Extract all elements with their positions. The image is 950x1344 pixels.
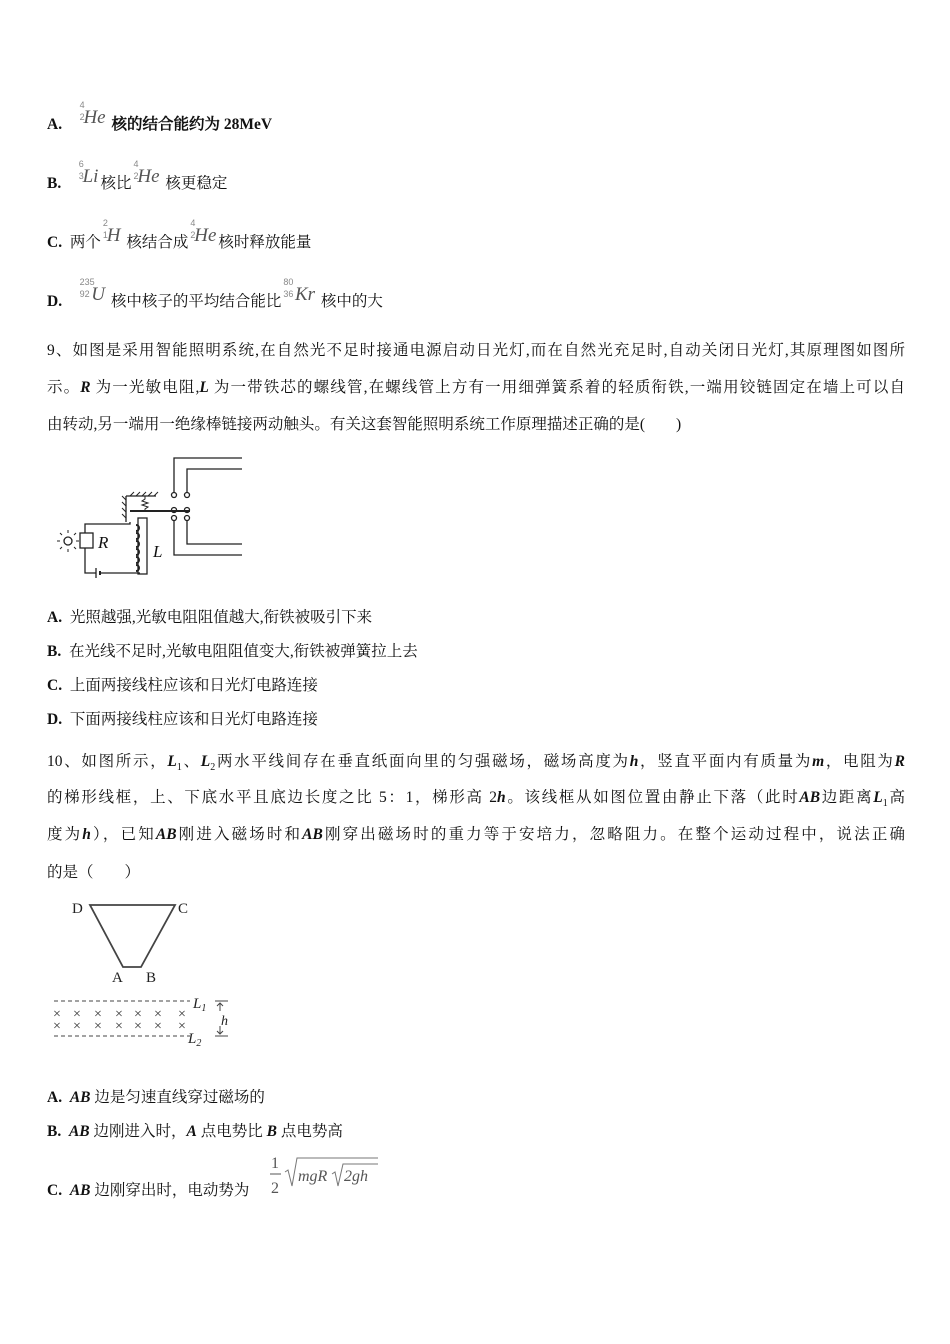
subscript: 2 — [210, 762, 216, 774]
text: 的梯形线框，上、下底水平且底边长度之比 5：1，梯形高 2 — [47, 789, 498, 806]
nuclide-kr80 — [283, 277, 316, 312]
option-text: 边刚穿出时，电动势为 — [94, 1182, 250, 1199]
option-label: A. — [47, 1089, 63, 1106]
q9-option-b[interactable] — [47, 639, 418, 661]
option-label: B. — [47, 1123, 62, 1140]
var: AB — [69, 1089, 91, 1106]
sun-icon — [64, 537, 72, 545]
svg-text:×: × — [115, 1019, 123, 1034]
trapezoid-frame — [90, 905, 175, 967]
option-label: B. — [47, 643, 62, 660]
var: L — [873, 789, 883, 806]
option-text: 点电势比 — [200, 1123, 263, 1140]
svg-text:×: × — [94, 1007, 102, 1022]
mass-number: 2 — [102, 218, 108, 228]
svg-text:×: × — [94, 1019, 102, 1034]
var: h — [629, 753, 639, 770]
option-text: 下面两接线柱应该和日光灯电路连接 — [69, 711, 318, 728]
q9-circuit-diagram — [0, 0, 260, 600]
text: 10、如图所示， — [47, 753, 168, 770]
l1-label: $L_1$ — [193, 996, 207, 1014]
text: 为一光敏电阻, — [95, 379, 200, 396]
option-label: A. — [47, 116, 63, 133]
atomic-number: 2 — [79, 112, 85, 122]
mass-number: 4 — [79, 100, 85, 110]
inner-radicand: 2gh — [344, 1168, 368, 1185]
text: ，竖直平面内有质量为 — [638, 753, 813, 770]
option-text: 边刚进入时， — [93, 1123, 187, 1140]
element-symbol: Li — [82, 166, 99, 187]
terminal — [172, 516, 177, 521]
atomic-number: 2 — [190, 230, 196, 240]
mass-number: 80 — [283, 277, 294, 287]
q10-option-a[interactable] — [47, 1085, 265, 1107]
element-symbol: He — [83, 107, 106, 128]
var-l: L — [199, 379, 209, 396]
option-text: 核中的大 — [320, 293, 383, 310]
option-text: 核中核子的平均结合能比 — [110, 293, 282, 310]
svg-text:×: × — [154, 1007, 162, 1022]
svg-text:×: × — [154, 1019, 162, 1034]
option-text: 在光线不足时,光敏电阻阻值变大,衔铁被弹簧拉上去 — [68, 643, 418, 660]
option-text: 核结合成 — [126, 234, 189, 251]
var: AB — [799, 789, 821, 806]
option-text: 边是匀速直线穿过磁场的 — [94, 1089, 265, 1106]
sun-rays — [57, 530, 79, 552]
var: AB — [155, 826, 177, 843]
terminal — [185, 493, 190, 498]
element-symbol: He — [137, 166, 160, 187]
r-label: R — [98, 533, 109, 552]
q10-option-c[interactable] — [47, 1178, 249, 1200]
atomic-number: 3 — [78, 171, 84, 181]
option-text: 上面两接线柱应该和日光灯电路连接 — [69, 677, 318, 694]
q9-stem-line: 由转动,另一端用一绝缘棒链接两动触头。有关这套智能照明系统工作原理描述正确的是( ) — [47, 416, 682, 433]
wire — [187, 469, 242, 492]
mass-number: 4 — [190, 218, 196, 228]
q9-option-a[interactable] — [47, 605, 372, 627]
q10-stem-line — [47, 749, 905, 773]
wire — [85, 548, 96, 573]
fraction-denominator: 2 — [271, 1180, 279, 1197]
var: L — [200, 753, 211, 770]
option-text: 核比 — [100, 175, 132, 192]
wire — [174, 521, 242, 555]
element-symbol: He — [194, 225, 217, 246]
q10-option-b[interactable] — [47, 1119, 343, 1141]
q10-stem-line — [47, 785, 905, 809]
option-text: 光照越强,光敏电阻阻值越大,衔铁被吸引下来 — [69, 609, 373, 626]
var: AB — [302, 826, 323, 843]
wire — [174, 458, 242, 492]
atomic-number: 2 — [133, 171, 139, 181]
text: 刚穿出磁场时的重力等于安培力，忽略阻力。在整个运动过程中，说法正确 — [322, 826, 905, 843]
q9-option-c[interactable] — [47, 673, 318, 695]
var: h — [82, 826, 91, 843]
option-text: 核更稳定 — [165, 175, 228, 192]
text: 两水平线间存在垂直纸面向里的匀强磁场，磁场高度为 — [215, 753, 630, 770]
option-text: 核时释放能量 — [218, 234, 312, 251]
radicand: mgR — [298, 1168, 328, 1185]
text: 。该线框从如图位置由静止下落（此时 — [505, 789, 800, 806]
terminal — [172, 493, 177, 498]
option-text: 核的结合能约为 28MeV — [111, 116, 273, 133]
emf-formula — [266, 1150, 386, 1200]
svg-text:×: × — [134, 1007, 142, 1022]
mass-number: 6 — [78, 159, 84, 169]
q10-stem-line — [47, 822, 905, 844]
text: ，电阻为 — [824, 753, 895, 770]
var: h — [497, 789, 506, 806]
option-label: B. — [47, 175, 62, 192]
terminal — [185, 516, 190, 521]
option-text: 点电势高 — [280, 1123, 343, 1140]
atomic-number: 92 — [79, 289, 90, 299]
svg-text:×: × — [115, 1007, 123, 1022]
option-label: C. — [47, 677, 63, 694]
magnetic-field-marks — [53, 1007, 186, 1034]
svg-text:×: × — [134, 1019, 142, 1034]
subscript: 1 — [176, 762, 182, 774]
vertex-c: C — [178, 901, 189, 917]
fraction-numerator: 1 — [271, 1155, 279, 1172]
option-label: D. — [47, 293, 63, 310]
q9-option-d[interactable] — [47, 707, 318, 729]
vertex-d: D — [72, 901, 83, 917]
option-label: D. — [47, 711, 63, 728]
q9-stem-line: 9、如图是采用智能照明系统,在自然光不足时接通电源启动日光灯,而在自然光充足时,自动关闭日光灯,其原理图如图所 — [47, 342, 905, 359]
svg-text:×: × — [178, 1007, 186, 1022]
mass-number: 235 — [79, 277, 95, 287]
vertex-a: A — [112, 970, 123, 986]
element-symbol: U — [91, 284, 105, 305]
text: 刚进入磁场时和 — [176, 826, 303, 843]
text: 为一带铁芯的螺线管,在螺线管上方有一用细弹簧系着的轻质衔铁,一端用铰链固定在墙上可以自 — [213, 379, 905, 396]
element-symbol: H — [106, 225, 121, 246]
text: 边距离 — [820, 789, 874, 806]
var: AB — [69, 1182, 91, 1199]
spring — [142, 496, 148, 511]
var: B — [266, 1123, 277, 1140]
svg-text:×: × — [73, 1019, 81, 1034]
text: 、 — [181, 753, 201, 770]
atomic-number: 1 — [102, 230, 108, 240]
svg-text:×: × — [53, 1019, 61, 1034]
l2-label: $L_2$ — [188, 1031, 202, 1049]
mass-number: 4 — [133, 159, 139, 169]
var: L — [167, 753, 177, 770]
l-label: L — [153, 542, 163, 561]
option-label: C. — [47, 1182, 63, 1199]
var-r: R — [80, 379, 91, 396]
svg-text:×: × — [178, 1019, 186, 1034]
q10-stem-line: 的是（ ） — [47, 864, 141, 881]
q10-trapezoid-diagram — [0, 880, 260, 1060]
vertex-b: B — [146, 970, 157, 986]
wire — [85, 522, 130, 533]
wire — [187, 521, 242, 544]
atomic-number: 36 — [283, 289, 294, 299]
option-label: A. — [47, 609, 63, 626]
var: AB — [68, 1123, 90, 1140]
option-label: C. — [47, 234, 63, 251]
svg-text:×: × — [53, 1007, 61, 1022]
option-text: 两个 — [69, 234, 101, 251]
h-label: h — [221, 1014, 228, 1029]
subscript: 1 — [882, 798, 888, 810]
var: A — [186, 1123, 197, 1140]
svg-text:×: × — [73, 1007, 81, 1022]
text: ），已知 — [90, 826, 156, 843]
photoresistor — [80, 533, 93, 548]
var: m — [812, 753, 825, 770]
element-symbol: Kr — [294, 284, 316, 305]
var: R — [894, 753, 905, 770]
text: 度为 — [47, 826, 83, 843]
text: 示。 — [47, 379, 81, 396]
text: 高 — [887, 789, 905, 806]
